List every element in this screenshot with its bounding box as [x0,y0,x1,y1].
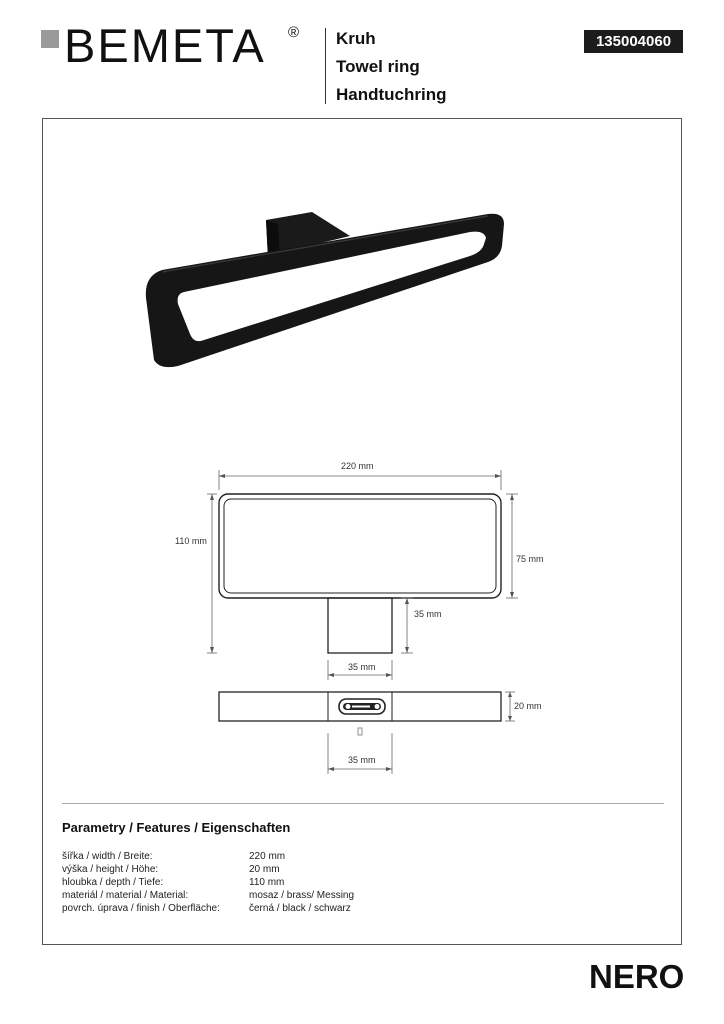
spec-label: šířka / width / Breite: [62,851,153,862]
spec-label: výška / height / Höhe: [62,864,159,875]
spec-value: 110 mm [249,877,285,888]
product-photo [146,212,504,367]
spec-label: povrch. úprava / finish / Oberfläche: [62,903,220,914]
dim-bottom-width-label: 35 mm [348,755,376,765]
features-title: Parametry / Features / Eigenschaften [62,820,291,835]
product-name-en: Towel ring [336,57,420,76]
dimension-lines [207,470,518,680]
spec-row [62,902,354,915]
spec-label: materiál / material / Material: [62,890,189,901]
series-name: NERO [589,958,685,995]
spec-value: 220 mm [249,851,286,862]
dim-stem-height-label: 35 mm [414,609,442,619]
dim-stem-width-label: 35 mm [348,662,376,672]
features-divider [62,803,664,804]
spec-value: černá / black / schwarz [249,903,351,914]
mounting-slot [339,699,385,714]
product-code: 135004060 [584,30,683,53]
spec-row [62,876,354,889]
spec-row [62,889,354,902]
registered-mark: ® [288,24,300,41]
dimension-arrows [210,474,514,677]
spec-row [62,850,354,863]
product-name-de: Handtuchring [336,85,447,104]
product-name-cz: Kruh [336,29,376,48]
spec-row [62,863,354,876]
spec-value: 20 mm [249,864,280,875]
spec-label: hloubka / depth / Tiefe: [62,877,164,888]
dim-width-label: 220 mm [341,461,374,471]
dim-depth-label: 20 mm [514,701,542,711]
dim-ring-height-label: 75 mm [516,554,544,564]
screw-marker [358,728,362,735]
brand-logo: BEMETA [64,19,266,72]
spec-value: mosaz / brass/ Messing [249,890,355,901]
dim-height-label: 110 mm [175,536,207,546]
front-view [219,494,501,653]
spec-table [62,850,354,915]
